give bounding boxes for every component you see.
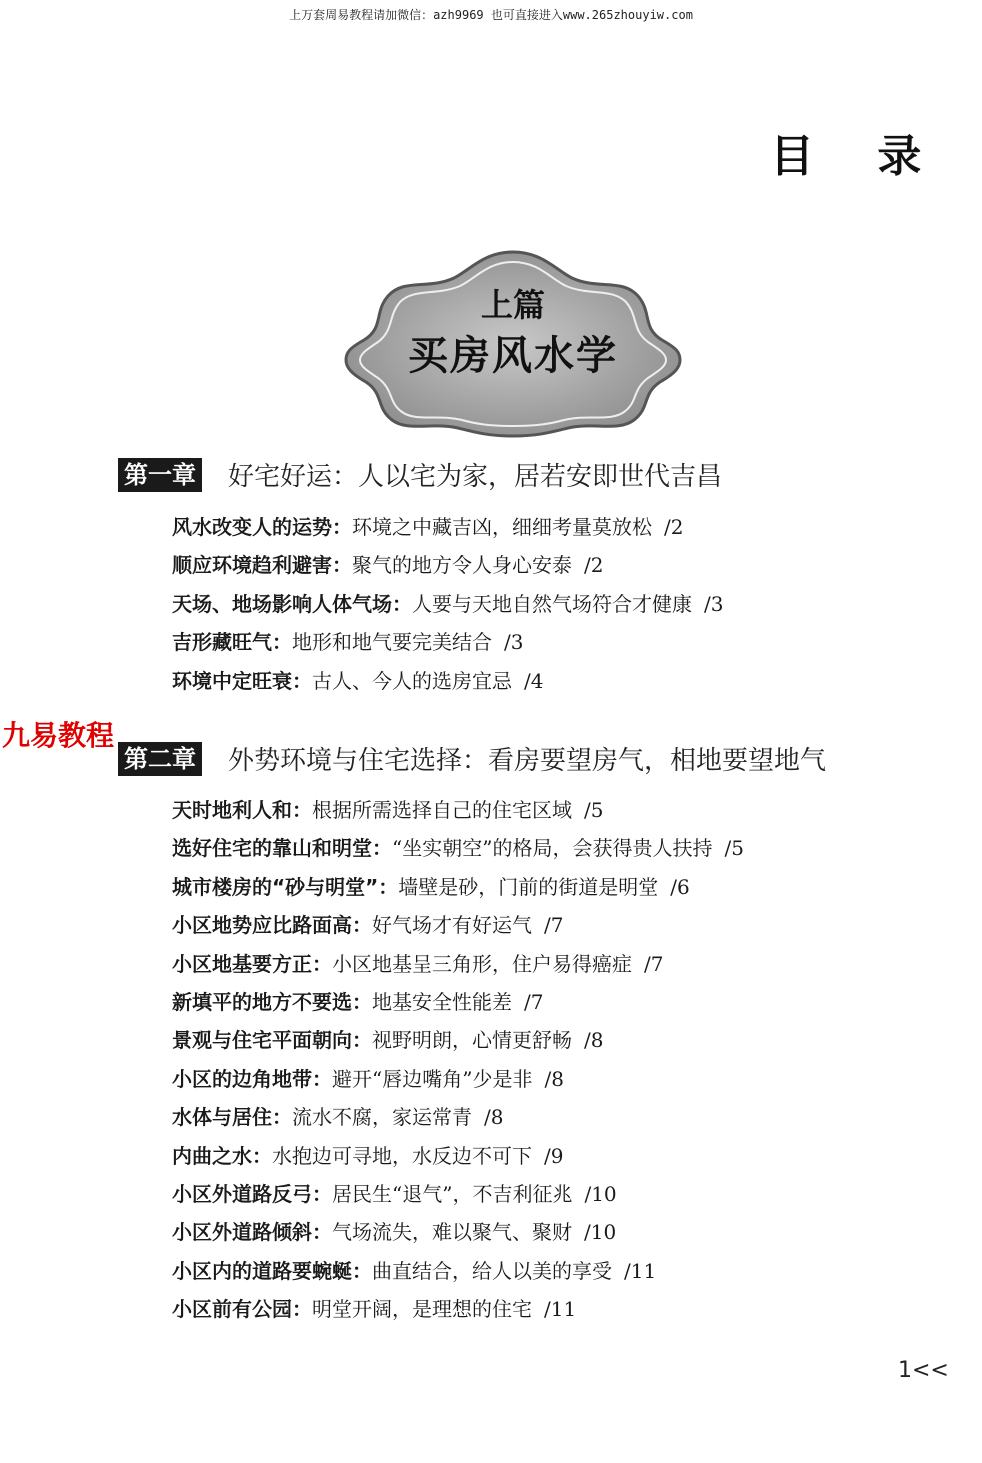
toc-entry[interactable]: 选好住宅的靠山和明堂：“坐实朝空”的格局，会获得贵人扶持 /5 bbox=[172, 836, 744, 861]
entry-page: /11 bbox=[624, 1258, 657, 1283]
chapter-label: 第二章 bbox=[118, 742, 202, 776]
chapter-2-entries bbox=[172, 791, 744, 1328]
entry-heading: 选好住宅的靠山和明堂 bbox=[172, 836, 372, 861]
entry-description: 小区地基呈三角形，住户易得癌症 bbox=[332, 951, 632, 976]
entry-description: 聚气的地方令人身心安泰 bbox=[352, 553, 572, 578]
entry-heading: 吉形藏旺气 bbox=[172, 630, 272, 655]
toc-entry[interactable]: 水体与居住：流水不腐，家运常青 /8 bbox=[172, 1105, 504, 1130]
entry-description: 居民生“退气”，不吉利征兆 bbox=[332, 1181, 573, 1206]
entry-page: /11 bbox=[544, 1297, 577, 1322]
entry-page: /10 bbox=[584, 1220, 617, 1245]
entry-page: /2 bbox=[664, 515, 684, 539]
chapter-label: 第一章 bbox=[118, 458, 202, 492]
toc-entry[interactable]: 小区外道路倾斜：气场流失，难以聚气、聚财 /10 bbox=[172, 1220, 617, 1245]
toc-entry[interactable]: 小区地基要方正：小区地基呈三角形，住户易得癌症 /7 bbox=[172, 951, 664, 976]
entry-heading: 景观与住宅平面朝向 bbox=[172, 1028, 352, 1053]
entry-heading: 小区前有公园 bbox=[172, 1297, 292, 1322]
entry-heading: 天场、地场影响人体气场 bbox=[172, 591, 392, 616]
toc-entry[interactable]: 吉形藏旺气：地形和地气要完美结合 /3 bbox=[172, 630, 524, 655]
entry-description: 明堂开阔，是理想的住宅 bbox=[312, 1297, 532, 1322]
entry-page: /10 bbox=[584, 1181, 617, 1206]
toc-entry[interactable]: 小区外道路反弓：居民生“退气”，不吉利征兆 /10 bbox=[172, 1181, 617, 1206]
entry-page: /6 bbox=[670, 874, 690, 899]
entry-heading: 小区地势应比路面高 bbox=[172, 913, 352, 938]
entry-description: 环境之中藏吉凶，细细考量莫放松 bbox=[352, 515, 652, 539]
entry-description: 地基安全性能差 bbox=[372, 989, 512, 1014]
entry-description: “坐实朝空”的格局，会获得贵人扶持 bbox=[392, 836, 713, 861]
entry-heading: 小区的边角地带 bbox=[172, 1066, 312, 1091]
entry-heading: 小区外道路反弓 bbox=[172, 1181, 312, 1206]
entry-heading: 水体与居住 bbox=[172, 1105, 272, 1130]
toc-entry[interactable]: 天时地利人和：根据所需选择自己的住宅区域 /5 bbox=[172, 798, 604, 822]
toc-entry[interactable]: 小区前有公园：明堂开阔，是理想的住宅 /11 bbox=[172, 1297, 577, 1322]
entry-heading: 小区地基要方正 bbox=[172, 951, 312, 976]
entry-page: /8 bbox=[484, 1105, 504, 1130]
toc-entry[interactable]: 环境中定旺衰：古人、今人的选房宜忌 /4 bbox=[172, 668, 544, 693]
entry-description: 好气场才有好运气 bbox=[372, 913, 532, 938]
entry-page: /5 bbox=[584, 798, 604, 822]
part-title: 买房风水学 bbox=[408, 332, 618, 379]
page-number: 1<< bbox=[898, 1358, 949, 1383]
entry-heading: 顺应环境趋利避害 bbox=[172, 553, 332, 578]
chapter-1-entries bbox=[172, 508, 723, 700]
chapter-heading-1 bbox=[118, 456, 722, 493]
part-subtitle: 上篇 bbox=[480, 286, 545, 324]
toc-entry[interactable]: 新填平的地方不要选：地基安全性能差 /7 bbox=[172, 989, 544, 1014]
entry-page: /5 bbox=[724, 836, 744, 861]
entry-description: 流水不腐，家运常青 bbox=[292, 1105, 472, 1130]
entry-heading: 小区外道路倾斜 bbox=[172, 1220, 312, 1245]
entry-heading: 天时地利人和 bbox=[172, 798, 292, 822]
entry-description: 古人、今人的选房宜忌 bbox=[312, 668, 512, 693]
entry-heading: 新填平的地方不要选 bbox=[172, 989, 352, 1014]
entry-page: /7 bbox=[644, 951, 664, 976]
entry-description: 水抱边可寻地，水反边不可下 bbox=[272, 1143, 532, 1168]
toc-entry[interactable]: 顺应环境趋利避害：聚气的地方令人身心安泰 /2 bbox=[172, 553, 604, 578]
entry-description: 气场流失，难以聚气、聚财 bbox=[332, 1220, 572, 1245]
toc-entry[interactable]: 景观与住宅平面朝向：视野明朗，心情更舒畅 /8 bbox=[172, 1028, 604, 1053]
toc-entry[interactable]: 城市楼房的“砂与明堂”：墙壁是砂，门前的街道是明堂 /6 bbox=[172, 874, 690, 899]
toc-entry[interactable]: 小区的边角地带：避开“唇边嘴角”少是非 /8 bbox=[172, 1066, 564, 1091]
toc-entry[interactable]: 内曲之水：水抱边可寻地，水反边不可下 /9 bbox=[172, 1143, 564, 1168]
entry-description: 视野明朗，心情更舒畅 bbox=[372, 1028, 572, 1053]
toc-entry[interactable]: 风水改变人的运势：环境之中藏吉凶，细细考量莫放松 /2 bbox=[172, 515, 684, 539]
chapter-title: 外势环境与住宅选择：看房要望房气，相地要望地气 bbox=[228, 746, 827, 776]
toc-entry[interactable]: 小区内的道路要蜿蜒：曲直结合，给人以美的享受 /11 bbox=[172, 1258, 657, 1283]
entry-page: /3 bbox=[504, 630, 524, 655]
entry-page: /8 bbox=[544, 1066, 564, 1091]
watermark-text: 九易教程 bbox=[2, 719, 115, 752]
entry-description: 根据所需选择自己的住宅区域 bbox=[312, 798, 572, 822]
page-title: 目 录 bbox=[770, 131, 946, 182]
entry-heading: 小区内的道路要蜿蜒 bbox=[172, 1258, 352, 1283]
entry-heading: 城市楼房的“砂与明堂” bbox=[172, 874, 379, 899]
entry-page: /9 bbox=[544, 1143, 564, 1168]
entry-page: /4 bbox=[524, 668, 544, 693]
chapter-heading-2 bbox=[118, 740, 826, 777]
entry-heading: 风水改变人的运势 bbox=[172, 515, 332, 539]
entry-description: 人要与天地自然气场符合才健康 bbox=[412, 591, 692, 616]
part-badge bbox=[342, 248, 684, 438]
header-contact-line: 上万套周易教程请加微信：azh9969 也可直接进入www.265zhouyiw.com bbox=[289, 8, 693, 22]
entry-page: /7 bbox=[524, 989, 544, 1014]
toc-entry[interactable]: 小区地势应比路面高：好气场才有好运气 /7 bbox=[172, 913, 564, 938]
entry-description: 曲直结合，给人以美的享受 bbox=[372, 1258, 612, 1283]
entry-description: 避开“唇边嘴角”少是非 bbox=[332, 1066, 533, 1091]
entry-page: /8 bbox=[584, 1028, 604, 1053]
entry-page: /2 bbox=[584, 553, 604, 578]
entry-description: 墙壁是砂，门前的街道是明堂 bbox=[398, 874, 659, 899]
entry-description: 地形和地气要完美结合 bbox=[292, 630, 492, 655]
entry-heading: 内曲之水 bbox=[172, 1143, 252, 1168]
entry-heading: 环境中定旺衰 bbox=[172, 668, 292, 693]
toc-entry[interactable]: 天场、地场影响人体气场：人要与天地自然气场符合才健康 /3 bbox=[172, 591, 724, 616]
entry-page: /3 bbox=[704, 591, 724, 616]
entry-page: /7 bbox=[544, 913, 564, 938]
chapter-title: 好宅好运：人以宅为家，居若安即世代吉昌 bbox=[228, 462, 723, 492]
